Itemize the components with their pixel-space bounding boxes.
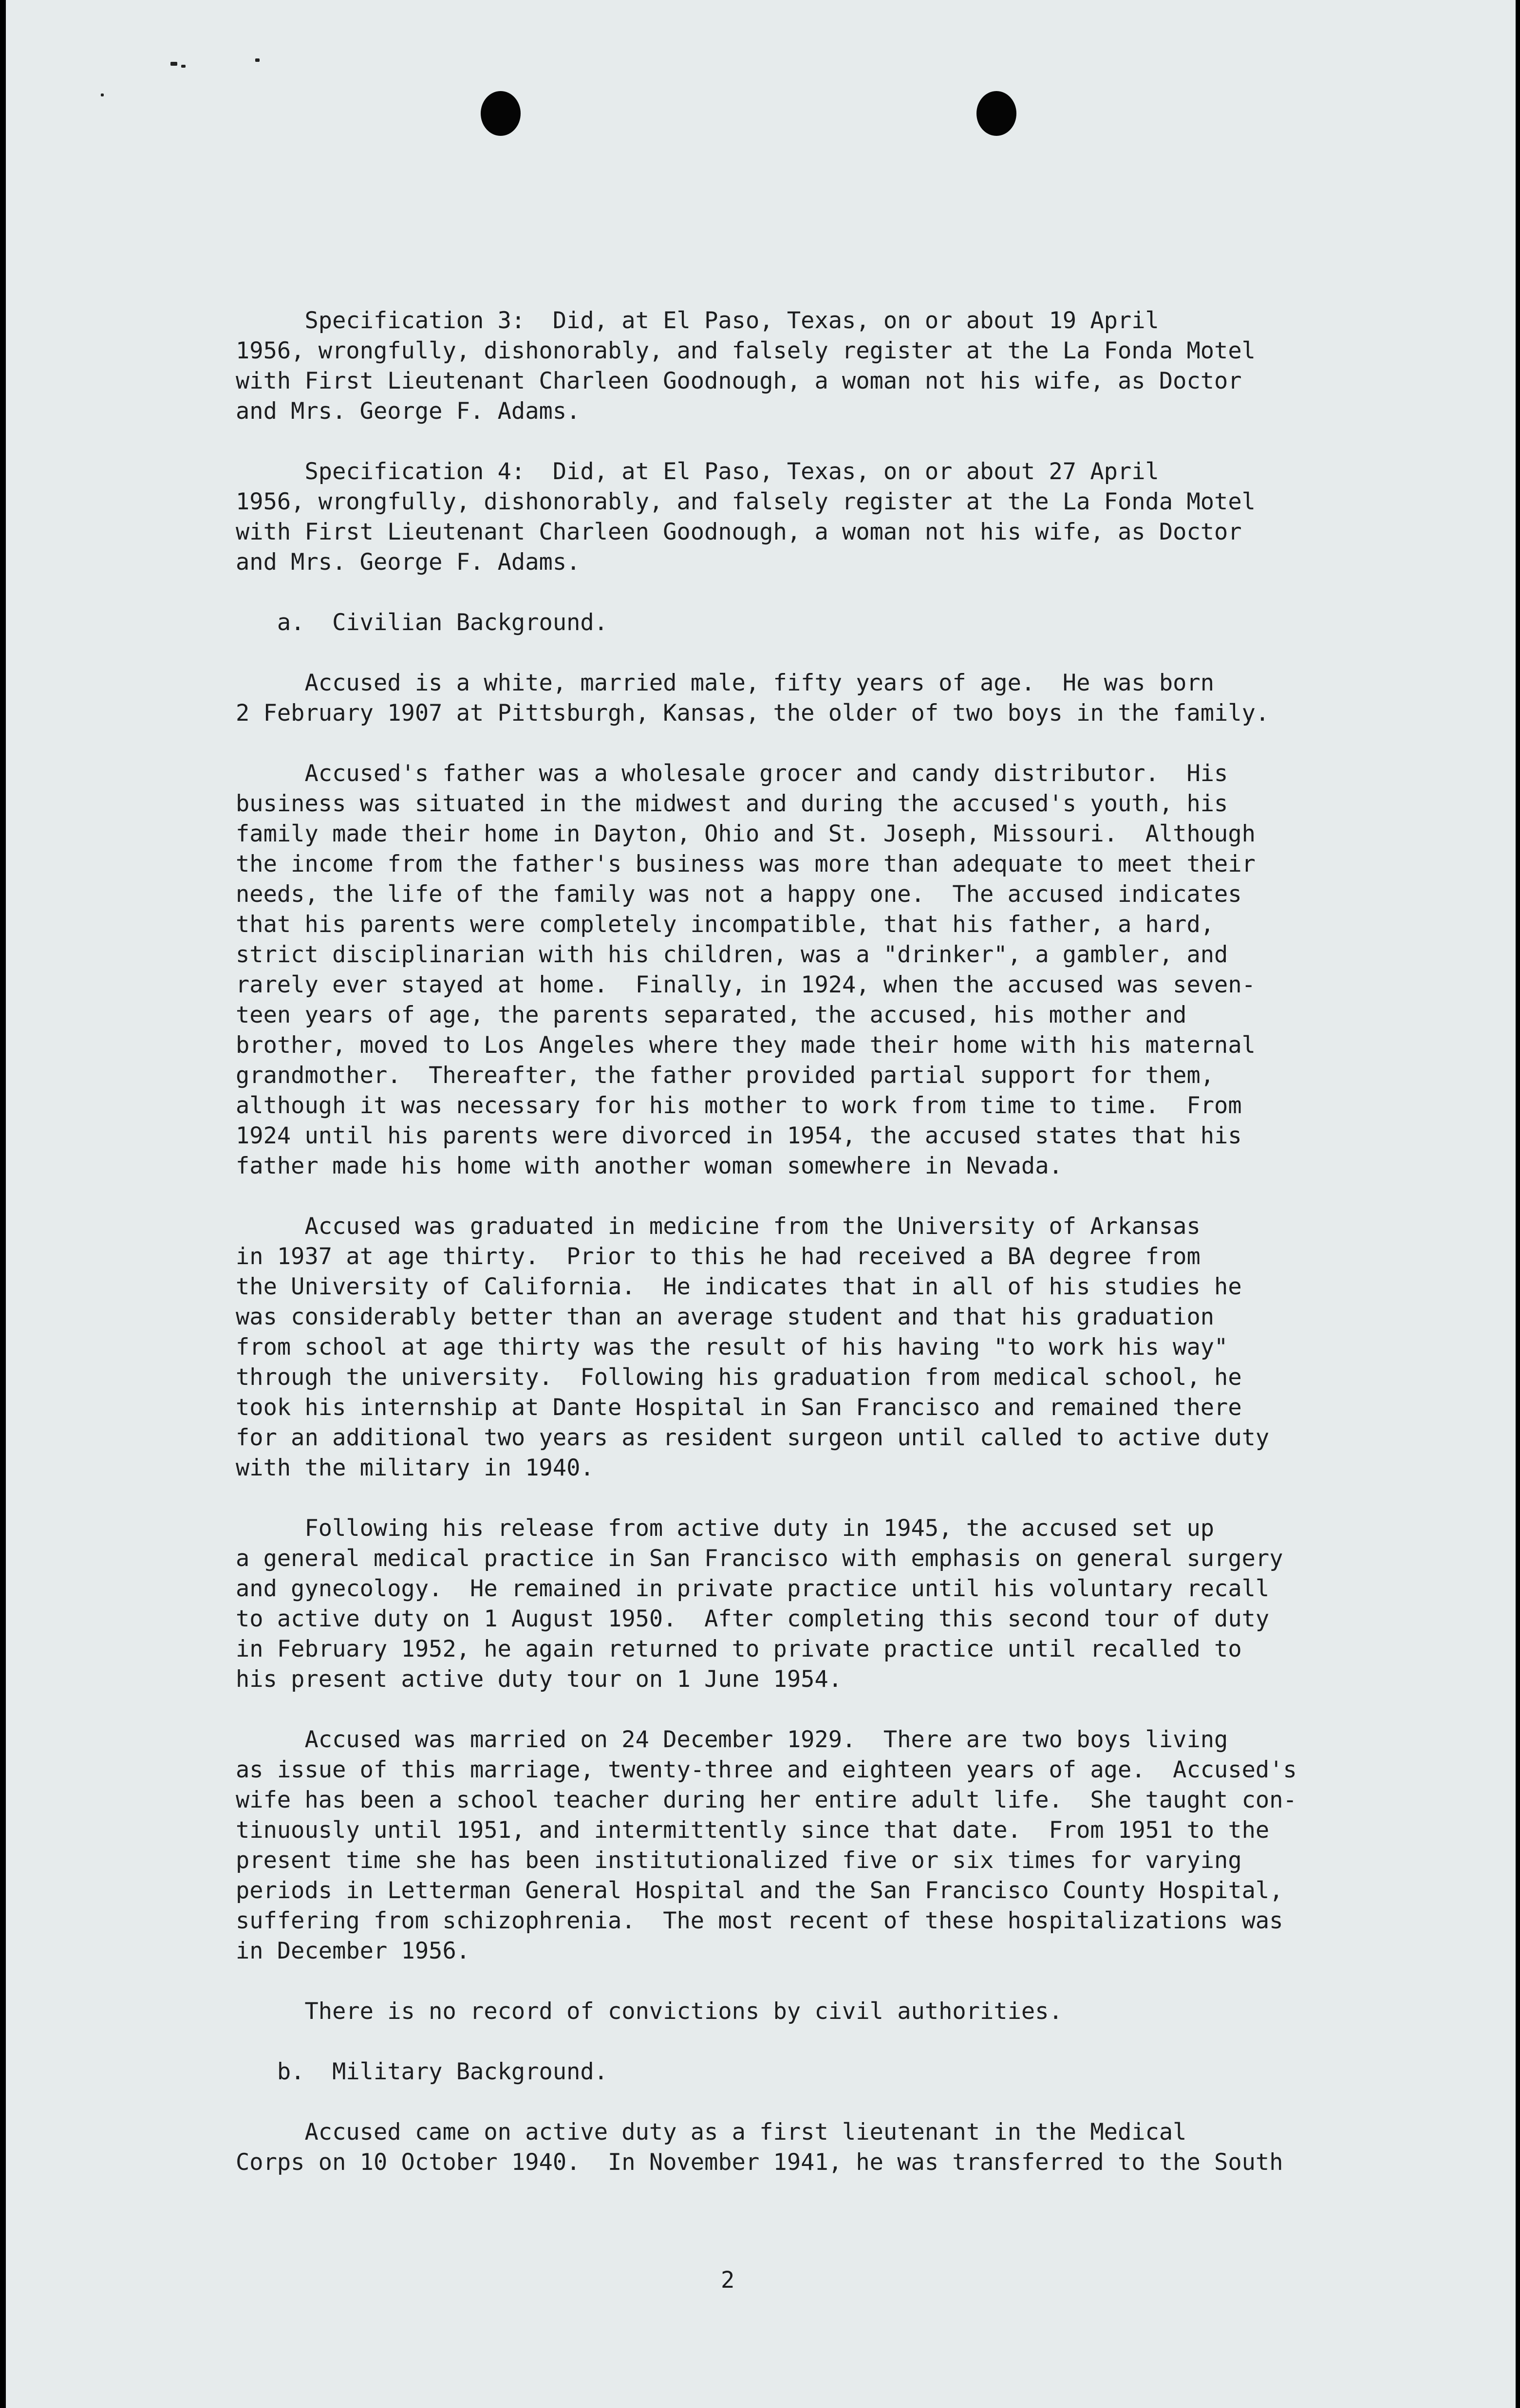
text-line: Accused was married on 24 December 1929. There are two boys living: [236, 1726, 1228, 1753]
text-line: and Mrs. George F. Adams.: [236, 398, 581, 425]
paragraph-spec4: [236, 457, 1424, 578]
paragraph-convictions: [236, 1997, 1424, 2027]
text-line: for an additional two years as resident surgeon until called to active duty: [236, 1424, 1270, 1451]
text-line: Accused was graduated in medicine from the University of Arkansas: [236, 1213, 1201, 1240]
text-line: business was situated in the midwest and during the accused's youth, his: [236, 790, 1228, 817]
text-line: a. Civilian Background.: [236, 609, 608, 636]
text-line: 2 February 1907 at Pittsburgh, Kansas, the older of two boys in the family.: [236, 700, 1270, 727]
text-line: rarely ever stayed at home. Finally, in 1924, when the accused was seven-: [236, 971, 1256, 998]
text-line: family made their home in Dayton, Ohio and St. Joseph, Missouri. Although: [236, 821, 1256, 847]
document-body: [236, 306, 1424, 2208]
text-line: with First Lieutenant Charleen Goodnough, a woman not his wife, as Doctor: [236, 368, 1242, 394]
text-line: brother, moved to Los Angeles where they made their home with his maternal: [236, 1032, 1256, 1059]
paragraph-heading-b: [236, 2057, 1424, 2087]
ink-speck: [181, 65, 186, 68]
text-line: present time she has been institutionalized five or six times for varying: [236, 1847, 1242, 1874]
text-line: There is no record of convictions by civil authorities.: [236, 1998, 1063, 2025]
text-line: teen years of age, the parents separated, the accused, his mother and: [236, 1002, 1187, 1028]
text-line: 1924 until his parents were divorced in 1954, the accused states that his: [236, 1122, 1242, 1149]
text-line: 1956, wrongfully, dishonorably, and falsely register at the La Fonda Motel: [236, 488, 1256, 515]
text-line: as issue of this marriage, twenty-three and eighteen years of age. Accused's: [236, 1756, 1297, 1783]
text-line: 1956, wrongfully, dishonorably, and falsely register at the La Fonda Motel: [236, 337, 1256, 364]
text-line: Accused is a white, married male, fifty years of age. He was born: [236, 670, 1215, 696]
text-line: a general medical practice in San Francisco with emphasis on general surgery: [236, 1545, 1283, 1572]
document-page: [6, 0, 1516, 2408]
text-line: through the university. Following his graduation from medical school, he: [236, 1364, 1242, 1391]
text-line: father made his home with another woman somewhere in Nevada.: [236, 1153, 1063, 1179]
text-line: Specification 4: Did, at El Paso, Texas, on or about 27 April: [236, 458, 1159, 485]
text-line: Corps on 10 October 1940. In November 1941, he was transferred to the South: [236, 2149, 1283, 2176]
text-line: Following his release from active duty in 1945, the accused set up: [236, 1515, 1215, 1542]
text-line: in February 1952, he again returned to private practice until recalled to: [236, 1636, 1242, 1662]
paragraph-marriage: [236, 1725, 1424, 1966]
text-line: periods in Letterman General Hospital and the San Francisco County Hospital,: [236, 1877, 1283, 1904]
text-line: that his parents were completely incompatible, that his father, a hard,: [236, 911, 1215, 938]
text-line: with First Lieutenant Charleen Goodnough, a woman not his wife, as Doctor: [236, 519, 1242, 545]
text-line: although it was necessary for his mother to work from time to time. From: [236, 1092, 1242, 1119]
text-line: Accused's father was a wholesale grocer and candy distributor. His: [236, 760, 1228, 787]
text-line: and Mrs. George F. Adams.: [236, 549, 581, 576]
text-line: Accused came on active duty as a first lieutenant in the Medical: [236, 2119, 1187, 2146]
text-line: and gynecology. He remained in private practice until his voluntary recall: [236, 1575, 1270, 1602]
punch-hole-left: [481, 91, 521, 136]
page-number: 2: [721, 2267, 735, 2294]
text-line: tinuously until 1951, and intermittently since that date. From 1951 to the: [236, 1817, 1270, 1844]
punch-hole-right: [976, 91, 1016, 136]
text-line: needs, the life of the family was not a happy one. The accused indicates: [236, 881, 1242, 908]
paragraph-education: [236, 1212, 1424, 1483]
text-line: wife has been a school teacher during her entire adult life. She taught con-: [236, 1787, 1297, 1813]
paragraph-spec3: [236, 306, 1424, 427]
text-line: in 1937 at age thirty. Prior to this he had received a BA degree from: [236, 1243, 1201, 1270]
text-line: grandmother. Thereafter, the father provided partial support for them,: [236, 1062, 1215, 1089]
text-line: the University of California. He indicates that in all of his studies he: [236, 1273, 1242, 1300]
paragraph-heading-a: [236, 608, 1424, 638]
ink-speck: [101, 93, 104, 96]
paragraph-military: [236, 2117, 1424, 2178]
text-line: from school at age thirty was the result of his having "to work his way": [236, 1334, 1228, 1361]
paragraph-age: [236, 668, 1424, 728]
text-line: Specification 3: Did, at El Paso, Texas, on or about 19 April: [236, 307, 1159, 334]
text-line: was considerably better than an average student and that his graduation: [236, 1304, 1215, 1330]
text-line: suffering from schizophrenia. The most recent of these hospitalizations was: [236, 1907, 1283, 1934]
ink-speck: [255, 58, 260, 62]
ink-speck: [170, 62, 177, 66]
paragraph-practice: [236, 1513, 1424, 1695]
text-line: in December 1956.: [236, 1938, 470, 1964]
text-line: the income from the father's business was more than adequate to meet their: [236, 851, 1256, 877]
text-line: strict disciplinarian with his children, was a "drinker", a gambler, and: [236, 941, 1228, 968]
text-line: b. Military Background.: [236, 2058, 608, 2085]
paragraph-father: [236, 759, 1424, 1181]
text-line: took his internship at Dante Hospital in San Francisco and remained there: [236, 1394, 1242, 1421]
text-line: with the military in 1940.: [236, 1455, 594, 1481]
text-line: to active duty on 1 August 1950. After completing this second tour of duty: [236, 1605, 1270, 1632]
text-line: his present active duty tour on 1 June 1954.: [236, 1666, 843, 1693]
